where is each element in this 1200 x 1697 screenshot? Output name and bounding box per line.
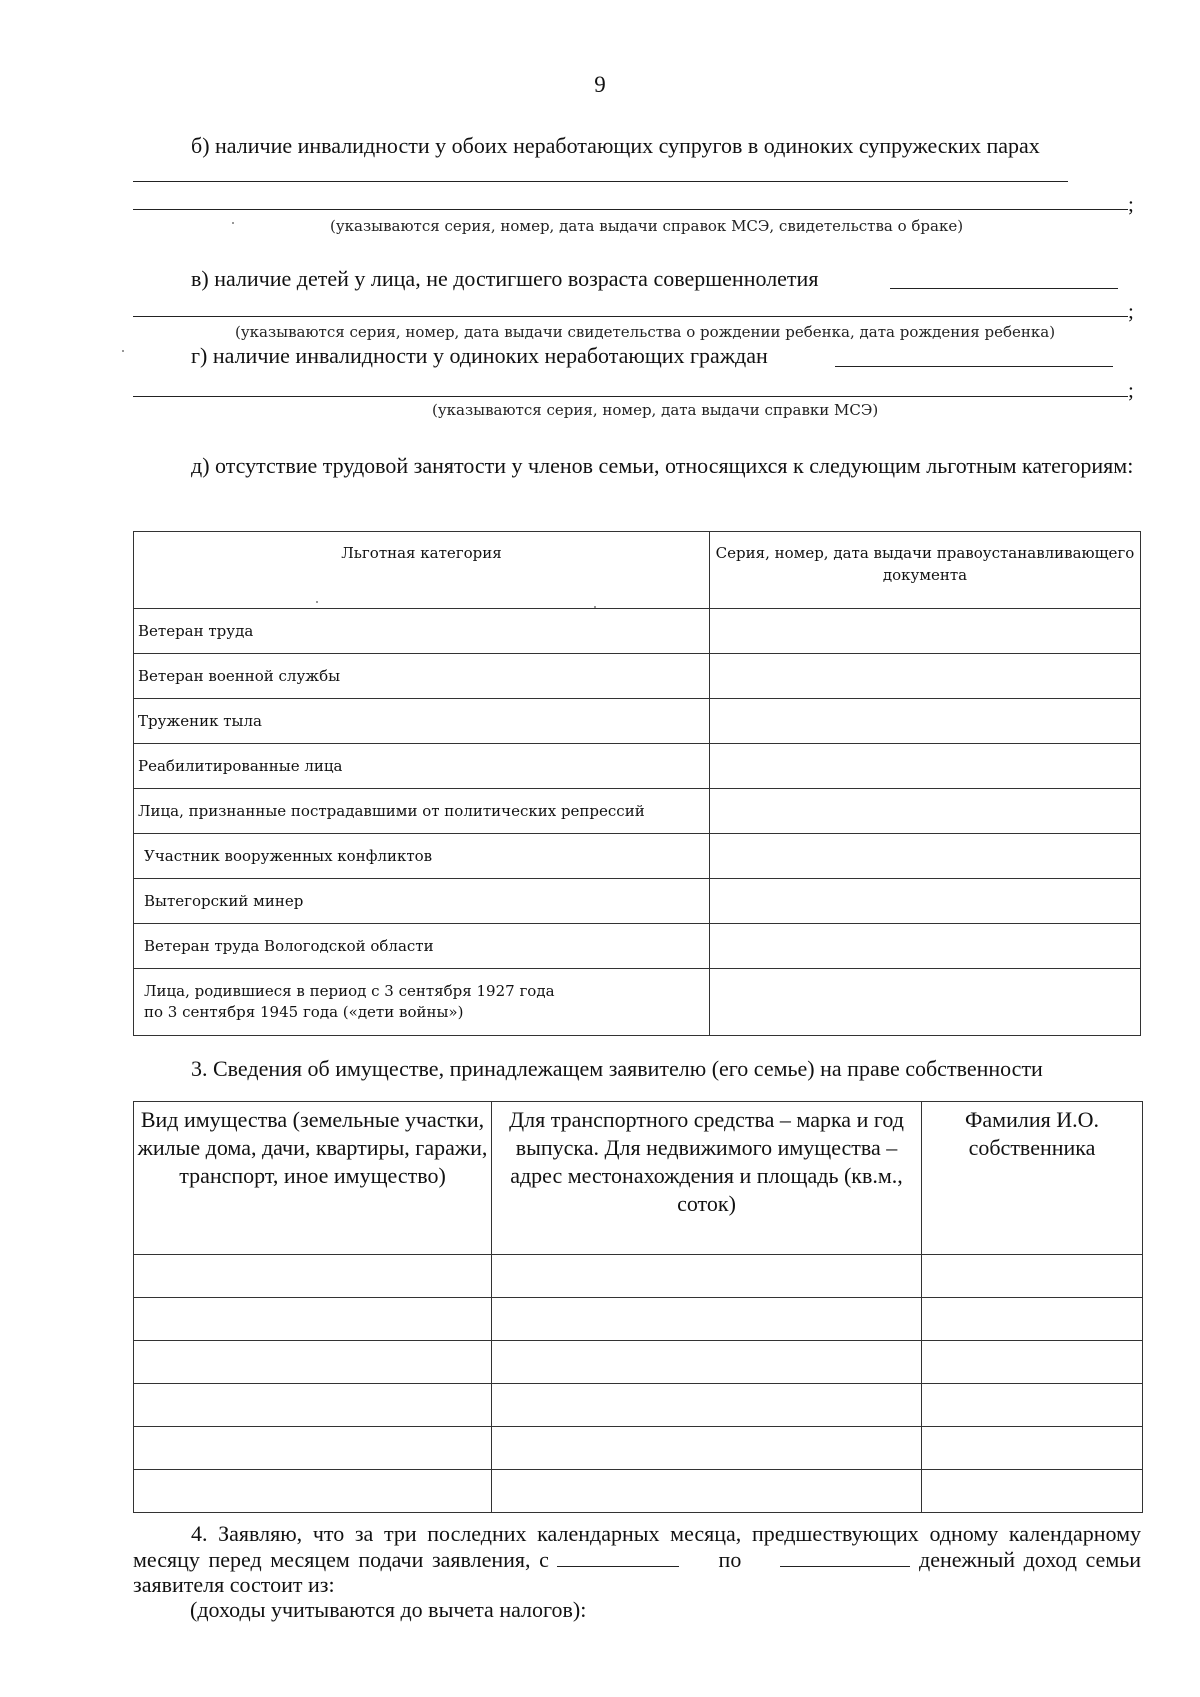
table-row	[134, 654, 1141, 699]
item-g-semicolon: ;	[1128, 378, 1134, 402]
owner-name-cell[interactable]	[922, 1255, 1143, 1298]
property-table	[133, 1101, 1143, 1513]
benefit-category-header: Льготная категория	[134, 532, 710, 609]
item-b-text: б) наличие инвалидности у обоих неработающих супругов в одиноких супружеских парах	[191, 133, 1040, 158]
table-row	[134, 1427, 1143, 1470]
item-v-text: в) наличие детей у лица, не достигшего возраста совершеннолетия	[191, 266, 819, 291]
table-row	[134, 699, 1141, 744]
property-type-header: Вид имущества (земельные участки, жилые дома, дачи, квартиры, гаражи, транспорт, иное имущество)	[134, 1102, 492, 1255]
property-details-cell[interactable]	[492, 1427, 922, 1470]
owner-name-cell[interactable]	[922, 1298, 1143, 1341]
property-type-cell[interactable]	[134, 1470, 492, 1513]
owner-name-cell[interactable]	[922, 1470, 1143, 1513]
benefit-category-cell: Труженик тыла	[134, 699, 710, 744]
property-type-cell[interactable]	[134, 1341, 492, 1384]
document-details-cell[interactable]	[710, 744, 1141, 789]
table-row	[134, 789, 1141, 834]
document-details-header: Серия, номер, дата выдачи правоустанавливающего документа	[710, 532, 1141, 609]
benefits-table	[133, 531, 1141, 1036]
item-v-note: (указываются серия, номер, дата выдачи свидетельства о рождении ребенка, дата рождения ребенка)	[235, 323, 1056, 341]
item-v-fill-line-1	[890, 288, 1118, 289]
document-details-cell[interactable]	[710, 609, 1141, 654]
table-row	[134, 924, 1141, 969]
property-details-cell[interactable]	[492, 1255, 922, 1298]
property-type-cell[interactable]	[134, 1298, 492, 1341]
scan-speck	[594, 606, 596, 608]
document-details-cell[interactable]	[710, 879, 1141, 924]
benefit-category-cell: Лица, признанные пострадавшими от политических репрессий	[134, 789, 710, 834]
owner-name-cell[interactable]	[922, 1427, 1143, 1470]
item-g-text: г) наличие инвалидности у одиноких неработающих граждан	[191, 343, 768, 368]
benefits-table-header	[134, 532, 1141, 609]
section-4-note: (доходы учитываются до вычета налогов):	[190, 1597, 587, 1622]
item-d-text: д) отсутствие трудовой занятости у членов семьи, относящихся к следующим льготным категориям:	[191, 453, 1134, 478]
item-v-semicolon: ;	[1128, 299, 1134, 323]
property-type-cell[interactable]	[134, 1427, 492, 1470]
table-row	[134, 1298, 1143, 1341]
benefit-category-cell: Лица, родившиеся в период с 3 сентября 1927 года по 3 сентября 1945 года («дети войны»)	[134, 969, 710, 1036]
benefit-category-cell: Участник вооруженных конфликтов	[134, 834, 710, 879]
section-4-text-after: денежный доход семьи заявителя состоит из:	[133, 1547, 1142, 1597]
document-details-cell[interactable]	[710, 924, 1141, 969]
document-details-cell[interactable]	[710, 969, 1141, 1036]
date-to-field[interactable]	[780, 1546, 910, 1567]
item-b-fill-line-2	[133, 209, 1128, 210]
table-row	[134, 744, 1141, 789]
item-v-fill-line-2	[133, 316, 1128, 317]
scan-speck	[316, 601, 318, 603]
table-row	[134, 969, 1141, 1036]
section-4-text-before: 4. Заявляю, что за три последних календарных месяца, предшествующих одному календарному месяцу перед месяцем подачи заявления, с	[133, 1521, 1141, 1572]
item-g-fill-line-1	[835, 366, 1113, 367]
item-g-fill-line-2	[133, 396, 1128, 397]
benefit-category-cell: Реабилитированные лица	[134, 744, 710, 789]
property-details-cell[interactable]	[492, 1470, 922, 1513]
item-b-note: (указываются серия, номер, дата выдачи справок МСЭ, свидетельства о браке)	[330, 217, 964, 235]
owner-name-cell[interactable]	[922, 1384, 1143, 1427]
table-row	[134, 1255, 1143, 1298]
benefit-category-cell: Ветеран труда Вологодской области	[134, 924, 710, 969]
owner-name-header: Фамилия И.О. собственника	[922, 1102, 1143, 1255]
section-4-word-po: по	[718, 1547, 742, 1572]
table-row	[134, 834, 1141, 879]
item-b-semicolon: ;	[1128, 192, 1134, 216]
table-row	[134, 1384, 1143, 1427]
property-type-cell[interactable]	[134, 1255, 492, 1298]
item-b-fill-line-1	[133, 181, 1068, 182]
date-from-field[interactable]	[557, 1546, 679, 1567]
page-number: 9	[594, 72, 606, 97]
document-details-cell[interactable]	[710, 834, 1141, 879]
table-row	[134, 1341, 1143, 1384]
owner-name-cell[interactable]	[922, 1341, 1143, 1384]
table-row	[134, 1470, 1143, 1513]
scan-speck	[232, 222, 234, 224]
table-row	[134, 609, 1141, 654]
property-details-cell[interactable]	[492, 1298, 922, 1341]
benefit-category-cell: Ветеран военной службы	[134, 654, 710, 699]
scan-speck	[122, 350, 124, 352]
table-row	[134, 879, 1141, 924]
item-g-note: (указываются серия, номер, дата выдачи справки МСЭ)	[432, 401, 879, 419]
document-details-cell[interactable]	[710, 654, 1141, 699]
section-4-text	[133, 1521, 1141, 1597]
document-details-cell[interactable]	[710, 789, 1141, 834]
property-type-cell[interactable]	[134, 1384, 492, 1427]
section-3-text: 3. Сведения об имуществе, принадлежащем заявителю (его семье) на праве собственности	[191, 1056, 1043, 1081]
benefit-category-cell: Вытегорский минер	[134, 879, 710, 924]
property-details-header: Для транспортного средства – марка и год выпуска. Для недвижимого имущества – адрес местонахождения и площадь (кв.м., соток)	[492, 1102, 922, 1255]
property-details-cell[interactable]	[492, 1341, 922, 1384]
property-details-cell[interactable]	[492, 1384, 922, 1427]
property-table-header	[134, 1102, 1143, 1255]
benefit-category-cell: Ветеран труда	[134, 609, 710, 654]
document-details-cell[interactable]	[710, 699, 1141, 744]
